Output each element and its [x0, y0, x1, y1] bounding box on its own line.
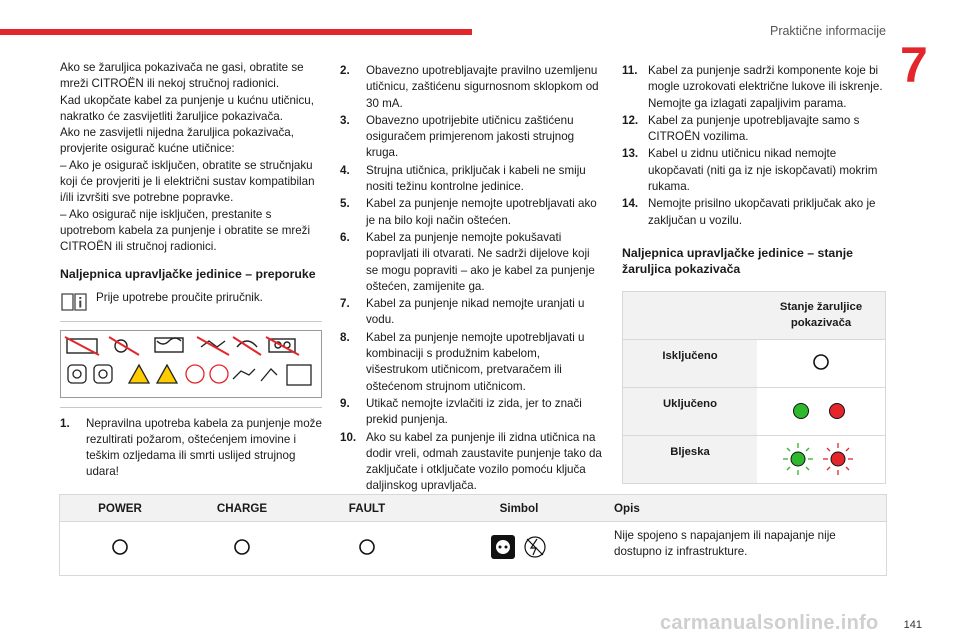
- fault-led-off-icon: [357, 537, 377, 557]
- table-header: Stanje žaruljice pokazivača: [779, 300, 863, 330]
- charging-status-table: [59, 494, 887, 576]
- item-text: Kabel za punjenje nemojte upotrebljavati u kombinaciji s produžnim kabelom, višestrukom utičnicom, pretvaračem ili oštećenom strujnom utičnicom.: [366, 330, 585, 393]
- led-on-icon: [781, 389, 861, 427]
- led-off-cell: [757, 339, 886, 387]
- item-text: Ako su kabel za punjenje ili zidna utičnica na dodir vreli, odmah zaustavite punjenje tako da zaključate i otključate vozilo pomoću ključa daljinskog upravljača.: [366, 430, 602, 493]
- list-item: [622, 63, 888, 112]
- charge-led-cell: [180, 522, 304, 576]
- list-item: [340, 196, 604, 229]
- list-item: [622, 113, 888, 146]
- row-label-blink: Bljeska: [623, 435, 758, 483]
- manual-warning: [60, 290, 322, 312]
- item-text: Kabel za punjenje nemojte upotrebljavati ako je na bilo koji način oštećen.: [366, 197, 597, 227]
- item-number: 10.: [340, 430, 357, 444]
- item-number: 1.: [60, 416, 70, 430]
- led-on-cell: [757, 387, 886, 435]
- section-heading: Naljepnica upravljačke jedinice – stanje žaruljica pokazivača: [622, 245, 854, 276]
- item-number: 12.: [622, 113, 639, 127]
- list-item: [340, 63, 604, 112]
- list-item: [340, 230, 604, 295]
- row-label-on: Uključeno: [623, 387, 758, 435]
- numbered-list: [622, 63, 888, 229]
- item-text: Kabel za punjenje sadrži komponente koje bi mogle uzrokovati električne lukove ili iskrenje. Nemojte ga izlagati zapaljivim parama.: [648, 64, 883, 110]
- table-corner: [623, 291, 758, 339]
- item-text: Obavezno upotrebljavajte pravilno uzemljenu utičnicu, zaštićenu sigurnosnom sklopkom od 30 mA.: [366, 64, 599, 110]
- item-text: Utikač nemojte izvlačiti iz zida, jer to znači prekid punjenja.: [366, 396, 582, 427]
- list-item: [340, 430, 604, 495]
- item-number: 7.: [340, 297, 350, 311]
- paragraph: Ako se žaruljica pokazivača ne gasi, obratite se mreži CITROËN ili nekoj stručnoj radionici.: [60, 61, 304, 91]
- column-1: [60, 60, 322, 482]
- item-number: 6.: [340, 230, 350, 244]
- col-header-fault: FAULT: [304, 495, 430, 522]
- item-number: 2.: [340, 64, 350, 77]
- paragraph: Kad ukopčate kabel za punjenje u kućnu utičnicu, nakratko će zasvijetliti žaruljice pokazivača.: [60, 93, 314, 123]
- item-text: Kabel za punjenje nemojte pokušavati popravljati ili otvarati. Ne sadrži dijelove koji se mogu popraviti – ako je kabel za punjenje oštećen, zamijenite ga.: [366, 230, 595, 293]
- charge-led-off-icon: [232, 537, 252, 557]
- list-item: [60, 416, 322, 481]
- chapter-number: 7: [900, 37, 928, 93]
- description-cell: Nije spojeno s napajanjem ili napajanje nije dostupno iz infrastrukture.: [614, 529, 836, 558]
- item-number: 11.: [622, 64, 638, 77]
- paragraph: – Ako osigurač nije isključen, prestanite s upotrebom kabela za punjenje i obratite se mreži CITROËN ili stručnoj radionici.: [60, 207, 311, 254]
- list-item: [340, 163, 604, 196]
- item-number: 5.: [340, 197, 350, 211]
- paragraph: – Ako je osigurač isključen, obratite se stručnjaku koji će provjeriti je li električni sustav kompatibilan i/ili izvršiti sve potrebne popravke.: [60, 158, 315, 205]
- item-number: 3.: [340, 113, 350, 127]
- list-item: [622, 146, 888, 195]
- power-led-off-icon: [110, 537, 130, 557]
- item-text: Kabel za punjenje upotrebljavajte samo s CITROËN vozilima.: [648, 113, 860, 144]
- fault-led-cell: [304, 522, 430, 576]
- led-blink-icon: [776, 437, 866, 477]
- item-text: Obavezno upotrijebite utičnicu zaštićenu osiguračem primjerenom jakosti strujnog kruga.: [366, 113, 575, 160]
- list-item: [340, 330, 604, 395]
- col-header-symbol: Simbol: [430, 495, 608, 522]
- section-title: Praktične informacije: [769, 24, 886, 38]
- item-text: Kabel u zidnu utičnicu nikad nemojte ukopčavati (niti ga iz nje iskopčavati) mokrim rukama.: [648, 147, 878, 194]
- item-number: 14.: [622, 197, 639, 211]
- list-item: [340, 296, 604, 329]
- warning-symbols-icon: [61, 331, 321, 397]
- list-item: [340, 396, 604, 429]
- list-item: [622, 196, 888, 229]
- numbered-list: [340, 63, 604, 495]
- control-unit-label-image: [60, 330, 322, 398]
- column-2: [340, 63, 604, 496]
- power-led-cell: [60, 522, 181, 576]
- watermark: carmanualsonline.info: [660, 612, 879, 634]
- header-red-bar: [0, 29, 472, 35]
- divider: [60, 407, 322, 408]
- item-text: Nemojte prisilno ukopčavati priključak ako je zaključan u vozilu.: [648, 197, 876, 227]
- col-header-power: POWER: [60, 495, 181, 522]
- led-off-icon: [801, 341, 841, 379]
- row-label-off: Isključeno: [623, 339, 758, 387]
- col-header-charge: CHARGE: [180, 495, 304, 522]
- symbol-cell: [430, 522, 608, 576]
- item-text: Kabel za punjenje nikad nemojte uranjati u vodu.: [366, 297, 585, 327]
- list-item: [340, 113, 604, 162]
- numbered-list: [60, 416, 322, 481]
- item-number: 9.: [340, 396, 350, 410]
- page-number: 141: [903, 619, 922, 631]
- paragraph: Ako ne zasvijetli nijedna žaruljica pokazivača, provjerite osigurač kućne utičnice:: [60, 126, 294, 156]
- manual-book-icon: [60, 290, 88, 312]
- warning-text: Prije upotrebe proučite priručnik.: [96, 290, 263, 304]
- table-row: [60, 522, 887, 576]
- item-number: 4.: [340, 163, 350, 177]
- indicator-status-table: [622, 291, 886, 484]
- outlet-no-power-icon: [489, 533, 549, 561]
- column-3: [622, 63, 888, 484]
- item-number: 13.: [622, 147, 639, 161]
- item-number: 8.: [340, 330, 350, 344]
- led-blink-cell: [757, 435, 886, 483]
- col-header-description: Opis: [608, 495, 887, 522]
- item-text: Nepravilna upotreba kabela za punjenje može rezultirati požarom, oštećenjem imovine i teškim ozljedama ili smrti uslijed strujnog udara!: [86, 416, 322, 479]
- section-heading: Naljepnica upravljačke jedinice – preporuke: [60, 266, 316, 281]
- divider: [60, 321, 322, 322]
- item-text: Strujna utičnica, priključak i kabeli ne smiju nositi težinu kontrolne jedinice.: [366, 163, 586, 194]
